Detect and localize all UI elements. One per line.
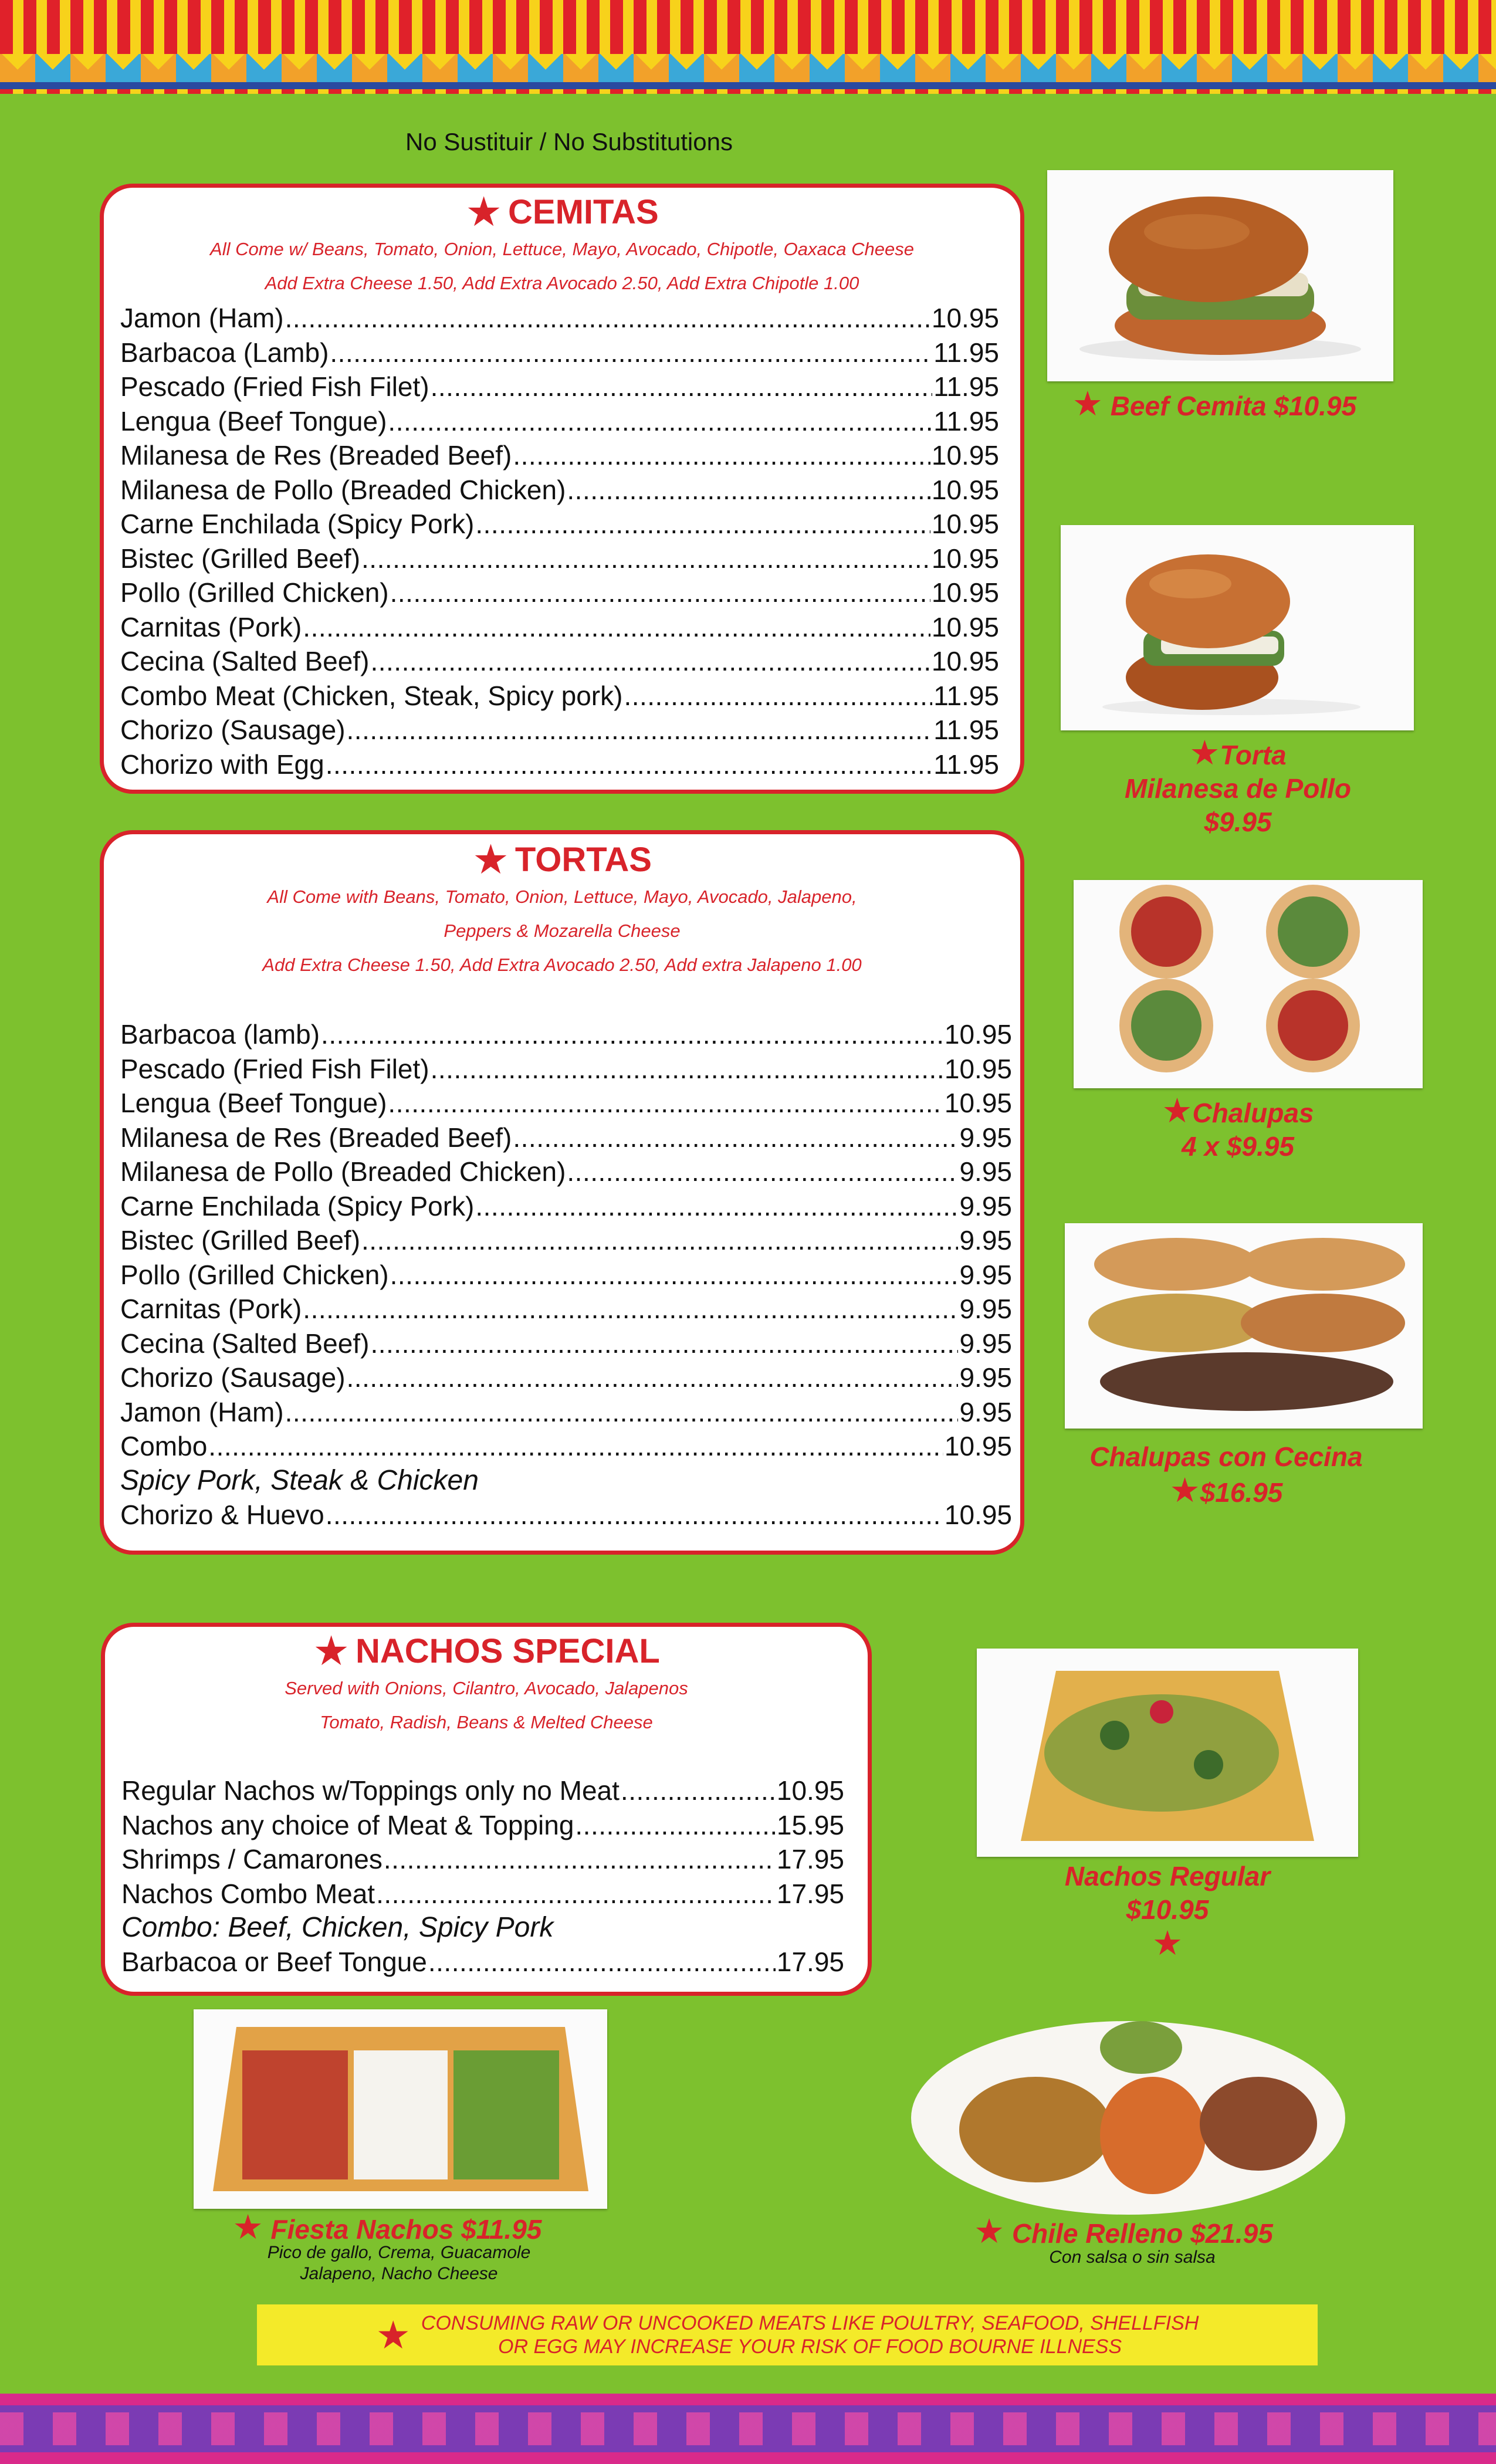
menu-item-row	[120, 370, 999, 404]
leader-dots	[347, 713, 933, 747]
menu-item-name: Regular Nachos w/Toppings only no Meat	[121, 1775, 620, 1806]
chile-relleno-illustration	[906, 1995, 1349, 2218]
nachos-regular-line-1: Nachos Regular	[1064, 1861, 1271, 1891]
menu-item-price: 10.95	[944, 1019, 1012, 1050]
menu-item-name: Pollo (Grilled Chicken)	[120, 1259, 389, 1290]
menu-item-row	[121, 1808, 844, 1843]
menu-item-row	[120, 541, 999, 576]
leader-dots	[303, 610, 930, 645]
menu-item-name: Chorizo (Sausage)	[120, 1362, 346, 1393]
chile-relleno-label: Chile Relleno $21.95	[1011, 2218, 1273, 2249]
menu-item-price: 11.95	[933, 337, 999, 368]
warning-line-1: CONSUMING RAW OR UNCOOKED MEATS LIKE POULTRY, SEAFOOD, SHELLFISH	[421, 2312, 1199, 2334]
menu-item-price: 9.95	[959, 1294, 1012, 1324]
torta-photo	[1061, 525, 1414, 730]
star-icon: ★	[1162, 1092, 1193, 1130]
menu-item-price: 10.95	[931, 440, 999, 471]
food-safety-warning	[257, 2304, 1318, 2365]
leader-dots	[326, 1498, 943, 1532]
leader-dots	[330, 336, 932, 370]
chalupas-caption-line-1: Chalupas	[1192, 1098, 1314, 1128]
cemitas-header	[104, 189, 1020, 235]
menu-item-row	[120, 336, 999, 370]
fiesta-nachos-caption	[176, 2208, 598, 2246]
menu-item-name: Nachos Combo Meat	[121, 1878, 375, 1909]
menu-item-price: 9.95	[959, 1225, 1012, 1255]
chalupas-cecina-caption	[1033, 1440, 1420, 1509]
menu-item-name: Lengua (Beef Tongue)	[120, 405, 387, 436]
menu-item-price: 10.95	[944, 1053, 1012, 1084]
leader-dots	[370, 644, 930, 679]
chalupas-cecina-line-1: Chalupas con Cecina	[1089, 1441, 1363, 1472]
chile-relleno-subcaption	[915, 2247, 1349, 2268]
menu-item-row	[120, 1326, 1012, 1361]
menu-item-name: Pescado (Fried Fish Filet)	[120, 371, 429, 402]
beef-cemita-label: Beef Cemita $10.95	[1110, 391, 1357, 421]
leader-dots	[431, 370, 933, 404]
menu-item-row	[120, 404, 999, 439]
burger-illustration	[1062, 179, 1379, 373]
top-border	[0, 0, 1496, 94]
menu-item-price: 17.95	[776, 1844, 844, 1874]
leader-dots	[376, 1877, 776, 1911]
combo-note: Combo: Beef, Chicken, Spicy Pork	[121, 1912, 554, 1943]
chalupas-caption-line-2: 4 x $9.95	[1182, 1131, 1294, 1162]
cemitas-box	[100, 184, 1024, 794]
chalupas-caption	[1062, 1094, 1414, 1163]
menu-item-price: 10.95	[776, 1775, 844, 1806]
menu-item-name: Bistec (Grilled Beef)	[120, 1225, 361, 1255]
menu-item-price: 9.95	[959, 1190, 1012, 1221]
menu-item-row	[120, 507, 999, 541]
fiesta-nachos-illustration	[201, 2015, 600, 2203]
menu-item-row	[120, 1292, 1012, 1326]
bottom-border-pattern	[0, 2412, 1496, 2445]
leader-dots	[475, 507, 930, 541]
fiesta-nachos-sub-2: Jalapeno, Nacho Cheese	[300, 2264, 498, 2283]
menu-item-row	[121, 1773, 844, 1808]
combo-note: Spicy Pork, Steak & Chicken	[120, 1464, 479, 1496]
leader-dots	[361, 541, 930, 576]
menu-item-name: Combo	[120, 1431, 208, 1461]
menu-item-name: Milanesa de Res (Breaded Beef)	[120, 1122, 512, 1153]
menu-item-name: Chorizo (Sausage)	[120, 715, 346, 745]
menu-item-price: 15.95	[776, 1809, 844, 1840]
leader-dots	[303, 1292, 958, 1326]
chalupas-photo	[1074, 880, 1423, 1088]
menu-item-row	[120, 1189, 1012, 1224]
leader-dots	[285, 301, 930, 336]
no-substitutions-note: No Sustituir / No Substitutions	[405, 128, 733, 155]
beef-cemita-photo	[1047, 170, 1393, 381]
menu-item-name: Pollo (Grilled Chicken)	[120, 577, 389, 608]
menu-item-price: 10.95	[931, 611, 999, 642]
menu-item-name: Cecina (Salted Beef)	[120, 1328, 370, 1359]
star-icon: ★	[1152, 1924, 1183, 1962]
leader-dots	[388, 1086, 943, 1121]
menu-item-price: 10.95	[931, 474, 999, 505]
nachos-header	[105, 1628, 868, 1674]
leader-dots	[621, 1773, 776, 1808]
fiesta-nachos-sub-1: Pico de gallo, Crema, Guacamole	[267, 2243, 531, 2262]
leader-dots	[390, 1258, 959, 1292]
menu-item-row	[120, 1258, 1012, 1292]
menu-item-name: Carne Enchilada (Spicy Pork)	[120, 1190, 475, 1221]
menu-item-name: Milanesa de Pollo (Breaded Chicken)	[120, 474, 566, 505]
menu-item-row	[120, 1121, 1012, 1155]
nachos-box	[101, 1623, 872, 1996]
fiesta-nachos-label: Fiesta Nachos $11.95	[270, 2214, 542, 2245]
menu-item-row	[120, 301, 999, 336]
menu-item-row	[121, 1842, 844, 1877]
menu-item-row	[120, 1360, 1012, 1395]
menu-item-price: 10.95	[931, 646, 999, 676]
star-icon: ★	[1072, 385, 1103, 423]
menu-item-row	[121, 1877, 844, 1911]
menu-item-name: Pescado (Fried Fish Filet)	[120, 1053, 429, 1084]
menu-item-price: 11.95	[933, 371, 999, 402]
menu-item-price: 9.95	[959, 1122, 1012, 1153]
menu-item-row	[120, 473, 999, 507]
leader-dots	[388, 404, 932, 439]
menu-item-price: 10.95	[931, 543, 999, 574]
leader-dots	[513, 438, 930, 473]
tortas-box	[100, 830, 1024, 1555]
star-icon: ★	[232, 2208, 263, 2246]
leader-dots	[428, 1945, 776, 1979]
torta-caption-line-1: Torta	[1220, 740, 1287, 770]
warning-text	[421, 2311, 1199, 2358]
leader-dots	[326, 747, 933, 782]
menu-item-row	[121, 1945, 844, 1979]
star-icon: ★	[974, 2212, 1005, 2250]
menu-item-price: 9.95	[959, 1362, 1012, 1393]
nachos-note-2: Tomato, Radish, Beans & Melted Cheese	[320, 1712, 653, 1732]
torta-caption-line-2: Milanesa de Pollo	[1125, 773, 1351, 804]
leader-dots	[285, 1395, 959, 1430]
menu-item-name: Milanesa de Pollo (Breaded Chicken)	[120, 1156, 566, 1187]
menu-item-row	[120, 576, 999, 610]
menu-item-name: Cecina (Salted Beef)	[120, 646, 370, 676]
leader-dots	[361, 1223, 958, 1258]
menu-item-price: 11.95	[933, 405, 999, 436]
chalupas-cecina-line-2: $16.95	[1200, 1477, 1283, 1508]
menu-item-name: Chorizo & Huevo	[120, 1499, 324, 1530]
menu-item-price: 10.95	[931, 303, 999, 333]
nachos-regular-illustration	[986, 1653, 1349, 1853]
menu-item-row	[120, 1017, 1012, 1052]
menu-item-name: Carnitas (Pork)	[120, 611, 302, 642]
nachos-regular-photo	[977, 1649, 1358, 1857]
leader-dots	[347, 1360, 959, 1395]
star-icon: ★	[465, 189, 503, 235]
leader-dots	[384, 1842, 776, 1877]
menu-item-price: 11.95	[933, 715, 999, 745]
menu-item-name: Barbacoa or Beef Tongue	[121, 1947, 427, 1977]
leader-dots	[513, 1121, 958, 1155]
nachos-note-1: Served with Onions, Cilantro, Avocado, Jalapenos	[285, 1678, 688, 1698]
menu-item-price: 11.95	[933, 749, 999, 780]
chalupas-cecina-photo	[1065, 1223, 1423, 1429]
star-icon: ★	[375, 2313, 411, 2357]
star-icon: ★	[1169, 1471, 1200, 1509]
menu-item-price: 17.95	[776, 1947, 844, 1977]
fiesta-nachos-photo	[194, 2009, 607, 2209]
chalupas-illustration	[1078, 885, 1419, 1084]
leader-dots	[567, 473, 930, 507]
menu-item-row	[120, 747, 999, 782]
tortas-list	[120, 1017, 1012, 1532]
menu-item-price: 10.95	[931, 577, 999, 608]
top-border-zigzag	[0, 54, 1496, 82]
leader-dots	[321, 1017, 943, 1052]
tortas-header	[104, 839, 1020, 880]
menu-item-name: Jamon (Ham)	[120, 1396, 284, 1427]
menu-item-name: Carne Enchilada (Spicy Pork)	[120, 509, 475, 539]
nachos-title: NACHOS SPECIAL	[355, 1632, 660, 1670]
tortas-note-1: All Come with Beans, Tomato, Onion, Lettuce, Mayo, Avocado, Jalapeno,	[267, 886, 857, 907]
star-icon: ★	[313, 1628, 350, 1674]
menu-item-price: 9.95	[959, 1328, 1012, 1359]
menu-item-name: Barbacoa (Lamb)	[120, 337, 329, 368]
menu-item-price: 10.95	[931, 509, 999, 539]
chalupas-cecina-illustration	[1071, 1229, 1417, 1423]
menu-item-row	[120, 438, 999, 473]
leader-dots	[575, 1808, 775, 1843]
star-icon: ★	[1189, 734, 1220, 772]
leader-dots	[624, 679, 932, 713]
nachos-regular-caption	[986, 1860, 1349, 1962]
menu-item-price: 10.95	[944, 1088, 1012, 1118]
menu-item-row	[120, 1052, 1012, 1087]
menu-item-name: Lengua (Beef Tongue)	[120, 1088, 387, 1118]
leader-dots	[567, 1155, 958, 1189]
menu-item-row	[120, 713, 999, 747]
menu-item-row	[120, 1498, 1012, 1532]
beef-cemita-caption	[1027, 387, 1402, 423]
chile-relleno-photo	[906, 1995, 1349, 2218]
menu-item-price: 10.95	[944, 1431, 1012, 1461]
tortas-note-2: Peppers & Mozarella Cheese	[444, 920, 681, 941]
tortas-title: TORTAS	[515, 840, 652, 879]
chile-relleno-sub: Con salsa o sin salsa	[1049, 2248, 1216, 2267]
chile-relleno-caption	[898, 2212, 1349, 2250]
menu-item-row	[120, 1395, 1012, 1430]
star-icon: ★	[472, 837, 509, 882]
menu-item-row	[120, 679, 999, 713]
menu-item-name: Shrimps / Camarones	[121, 1844, 383, 1874]
nachos-list	[121, 1773, 844, 1979]
leader-dots	[475, 1189, 958, 1224]
menu-item-name: Carnitas (Pork)	[120, 1294, 302, 1324]
cemitas-title: CEMITAS	[508, 192, 659, 231]
menu-item-row	[120, 1429, 1012, 1464]
menu-item-name: Nachos any choice of Meat & Topping	[121, 1809, 574, 1840]
torta-illustration	[1073, 531, 1402, 725]
menu-item-name: Barbacoa (lamb)	[120, 1019, 320, 1050]
menu-item-price: 17.95	[776, 1878, 844, 1909]
torta-caption	[1062, 736, 1414, 839]
menu-item-row	[120, 1155, 1012, 1189]
menu-item-name: Milanesa de Res (Breaded Beef)	[120, 440, 512, 471]
leader-dots	[390, 576, 930, 610]
menu-item-name: Combo Meat (Chicken, Steak, Spicy pork)	[120, 680, 623, 711]
menu-item-row	[120, 1086, 1012, 1121]
warning-line-2: OR EGG MAY INCREASE YOUR RISK OF FOOD BOURNE ILLNESS	[498, 2336, 1122, 2358]
menu-item-name: Chorizo with Egg	[120, 749, 324, 780]
menu-item-price: 11.95	[933, 680, 999, 711]
tortas-note-3: Add Extra Cheese 1.50, Add Extra Avocado 2.50, Add extra Jalapeno 1.00	[262, 955, 862, 975]
leader-dots	[431, 1052, 943, 1087]
menu-item-price: 9.95	[959, 1259, 1012, 1290]
menu-item-price: 10.95	[944, 1499, 1012, 1530]
leader-dots	[208, 1429, 943, 1464]
nachos-regular-line-2: $10.95	[1126, 1894, 1209, 1925]
menu-item-price: 9.95	[959, 1156, 1012, 1187]
menu-item-name: Bistec (Grilled Beef)	[120, 543, 361, 574]
fiesta-nachos-subcaption	[194, 2242, 604, 2284]
cemitas-list	[120, 301, 999, 781]
menu-item-price: 9.95	[959, 1396, 1012, 1427]
menu-item-row	[120, 610, 999, 645]
menu-item-name: Jamon (Ham)	[120, 303, 284, 333]
bottom-border	[0, 2394, 1496, 2464]
torta-caption-line-3: $9.95	[1204, 807, 1272, 837]
menu-item-row	[120, 1223, 1012, 1258]
cemitas-note-1: All Come w/ Beans, Tomato, Onion, Lettuce, Mayo, Avocado, Chipotle, Oaxaca Cheese	[210, 239, 914, 259]
menu-item-row	[120, 644, 999, 679]
cemitas-note-2: Add Extra Cheese 1.50, Add Extra Avocado 2.50, Add Extra Chipotle 1.00	[265, 273, 859, 293]
leader-dots	[370, 1326, 958, 1361]
